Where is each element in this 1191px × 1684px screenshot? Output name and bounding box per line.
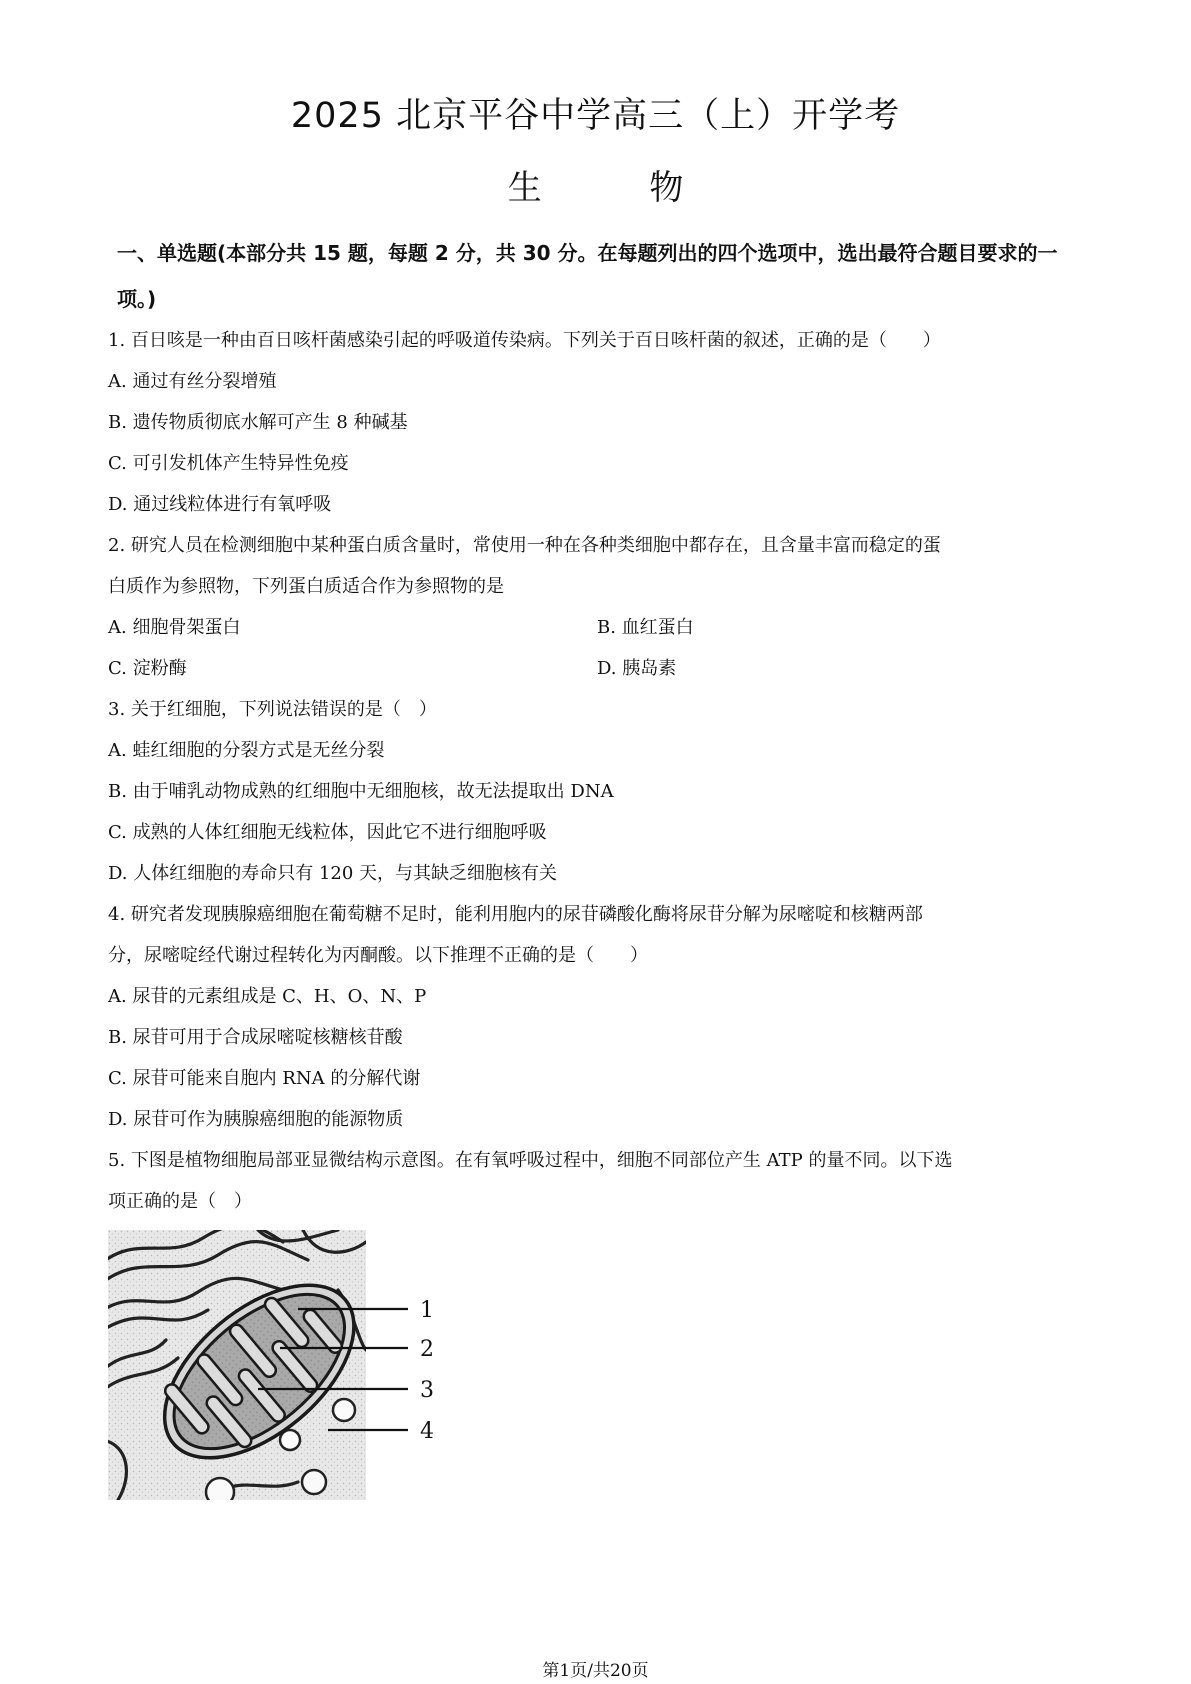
q4-option-a: A. 尿苷的元素组成是 C、H、O、N、P — [108, 986, 427, 1007]
q2-option-b: B. 血红蛋白 — [597, 617, 694, 638]
q2-option-d: D. 胰岛素 — [597, 658, 677, 679]
subject-char-2: 物 — [649, 168, 684, 208]
q3-option-a: A. 蛙红细胞的分裂方式是无丝分裂 — [108, 740, 385, 761]
q3-option-b: B. 由于哺乳动物成熟的红细胞中无细胞核，故无法提取出 DNA — [108, 781, 614, 802]
label-2: 2 — [420, 1337, 434, 1362]
q3-option-c: C. 成熟的人体红细胞无线粒体，因此它不进行细胞呼吸 — [108, 822, 547, 843]
label-4: 4 — [420, 1419, 434, 1444]
q2-option-a: A. 细胞骨架蛋白 — [108, 617, 241, 638]
exam-title: 2025 北京平谷中学高三（上）开学考 — [290, 96, 901, 136]
question-2-stem-line1: 2. 研究人员在检测细胞中某种蛋白质含量时，常使用一种在各种类细胞中都存在，且含量丰富而稳定的蛋 — [108, 535, 941, 556]
q1-option-b: B. 遗传物质彻底水解可产生 8 种碱基 — [108, 412, 408, 433]
q4-option-b: B. 尿苷可用于合成尿嘧啶核糖核苷酸 — [108, 1027, 403, 1048]
q1-option-a: A. 通过有丝分裂增殖 — [108, 371, 277, 392]
subject-title — [0, 160, 1191, 209]
q4-option-c: C. 尿苷可能来自胞内 RNA 的分解代谢 — [108, 1068, 421, 1089]
question-5-stem-line2: 项正确的是（ ） — [108, 1191, 252, 1212]
question-2-stem-line2: 白质作为参照物，下列蛋白质适合作为参照物的是 — [108, 576, 504, 597]
page-number: 第1页/共20页 — [542, 1661, 649, 1681]
section-heading: 一、单选题(本部分共 15 题，每题 2 分，共 30 分。在每题列出的四个选项中，选出最符合题目要求的一项。) — [117, 241, 1058, 311]
q3-option-d: D. 人体红细胞的寿命只有 120 天，与其缺乏细胞核有关 — [108, 863, 558, 884]
q1-option-c: C. 可引发机体产生特异性免疫 — [108, 453, 349, 474]
question-1-stem: 1. 百日咳是一种由百日咳杆菌感染引起的呼吸道传染病。下列关于百日咳杆菌的叙述，正确的是（ ） — [108, 330, 941, 351]
q4-option-d: D. 尿苷可作为胰腺癌细胞的能源物质 — [108, 1109, 404, 1130]
q1-option-d: D. 通过线粒体进行有氧呼吸 — [108, 494, 332, 515]
subject-char-1: 生 — [507, 168, 542, 208]
question-4-stem-line1: 4. 研究者发现胰腺癌细胞在葡萄糖不足时，能利用胞内的尿苷磷酸化酶将尿苷分解为尿嘧啶和核糖两部 — [108, 904, 923, 925]
micrograph-background — [108, 1230, 385, 1500]
question-3-stem: 3. 关于红细胞，下列说法错误的是（ ） — [108, 699, 437, 720]
mitochondrion-diagram — [108, 1230, 438, 1500]
question-4-stem-line2: 分，尿嘧啶经代谢过程转化为丙酮酸。以下推理不正确的是（ ） — [108, 945, 648, 966]
label-1: 1 — [420, 1298, 434, 1323]
label-3: 3 — [420, 1378, 434, 1403]
q2-option-c: C. 淀粉酶 — [108, 658, 187, 679]
question-5-stem-line1: 5. 下图是植物细胞局部亚显微结构示意图。在有氧呼吸过程中，细胞不同部位产生 ATP 的量不同。以下选 — [108, 1150, 953, 1171]
